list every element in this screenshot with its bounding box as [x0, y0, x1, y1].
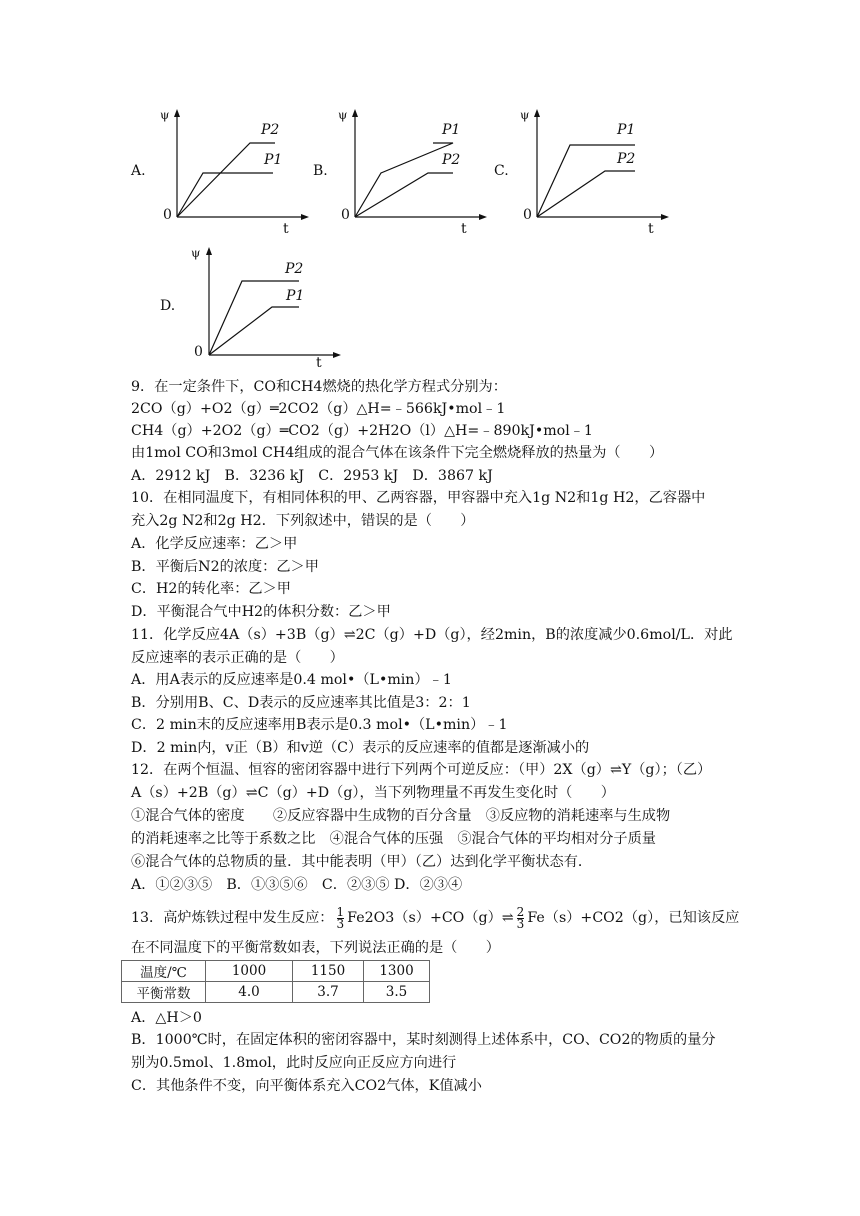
y-axis-arrow — [206, 247, 212, 255]
q13-option-b-1: B．1000℃时，在固定体积的密闭容器中，某时刻测得上述体系中，CO、CO2的物质的量分 — [131, 1032, 716, 1048]
q10-option-d: D．平衡混合气中H2的体积分数：乙＞甲 — [131, 604, 391, 620]
graph-a-y-label: ψ — [160, 108, 170, 122]
q9-equation-1: 2CO（g）+O2（g）═2CO2（g）△H=﹣566kJ•mol﹣1 — [131, 401, 506, 417]
graph-b-y-label: ψ — [338, 108, 348, 122]
q13-option-a: A．△H＞0 — [131, 1010, 202, 1026]
graph-d — [187, 243, 347, 373]
y-axis-arrow — [534, 109, 540, 117]
option-b-label: B. — [313, 163, 328, 179]
q11-stem-1: 11．化学反应4A（s）+3B（g）⇌2C（g）+D（g），经2min，B的浓度减少0.6mol/L．对此 — [131, 627, 733, 643]
q13-option-c: C．其他条件不变，向平衡体系充入CO2气体，K值减小 — [131, 1078, 482, 1094]
q9-stem: 9．在一定条件下，CO和CH4燃烧的热化学方程式分别为： — [131, 379, 507, 395]
equilibrium-constant-table — [121, 960, 430, 1003]
q11-option-c: C．2 min末的反应速率用B表示是0.3 mol•（L•min）﹣1 — [131, 717, 508, 733]
x-axis-arrow — [661, 214, 669, 220]
graph-c-origin: 0 — [523, 207, 532, 223]
graph-b-origin: 0 — [341, 207, 350, 223]
graph-a-bottom-curve-label: P1 — [264, 152, 283, 168]
q13-option-b-2: 别为0.5mol、1.8mol，此时反应向正反应方向进行 — [131, 1055, 457, 1071]
table-cell: 3.7 — [293, 982, 364, 1003]
graph-d-origin: 0 — [194, 344, 203, 360]
q13-stem-pre: 13．高炉炼铁过程中发生反应： — [131, 910, 334, 926]
q13-stem-2: 在不同温度下的平衡常数如表，下列说法正确的是（ ） — [131, 940, 500, 956]
q10-option-a: A．化学反应速率：乙＞甲 — [131, 536, 298, 552]
table-cell: 1300 — [364, 961, 430, 982]
graph-c — [515, 105, 675, 235]
graph-c-bottom-curve-label: P2 — [617, 151, 636, 167]
table-cell: 平衡常数 — [122, 982, 206, 1003]
curve-bottom — [209, 307, 299, 355]
graph-a-x-label: t — [283, 221, 289, 237]
fraction-one-third: $\frac{1}{3}$ — [336, 905, 345, 931]
table-row — [122, 961, 430, 982]
q10-option-c: C．H2的转化率：乙＞甲 — [131, 581, 291, 597]
q12-items-1: ①混合气体的密度 ②反应容器中生成物的百分含量 ③反应物的消耗速率与生成物 — [131, 808, 671, 824]
q11-option-a: A．用A表示的反应速率是0.4 mol•（L•min）﹣1 — [131, 672, 452, 688]
q10-stem-2: 充入2g N2和2g H2．下列叙述中，错误的是（ ） — [131, 513, 475, 529]
table-row — [122, 982, 430, 1003]
q12-items-3: ⑥混合气体的总物质的量．其中能表明（甲）（乙）达到化学平衡状态有． — [131, 854, 593, 870]
graph-b — [333, 105, 493, 235]
curve-top — [355, 143, 453, 217]
table-cell: 1150 — [293, 961, 364, 982]
x-axis-arrow — [479, 214, 487, 220]
curve-bottom — [537, 171, 635, 217]
x-axis-arrow — [301, 214, 309, 220]
graph-d-bottom-curve-label: P1 — [286, 288, 305, 304]
graph-c-y-label: ψ — [520, 108, 530, 122]
table-cell: 4.0 — [206, 982, 293, 1003]
q12-stem-1: 12．在两个恒温、恒容的密闭容器中进行下列两个可逆反应：（甲）2X（g）⇌Y（g）；（乙） — [131, 762, 712, 778]
graph-c-x-label: t — [648, 221, 654, 237]
q12-options: A．①②③⑤ B．①③⑤⑥ C．②③⑤ D．②③④ — [131, 877, 463, 893]
q13-stem-mid: Fe2O3（s）+CO（g）⇌ — [347, 910, 514, 926]
graph-a — [155, 105, 315, 235]
graph-d-x-label: t — [316, 355, 322, 371]
option-d-label: D. — [160, 298, 176, 314]
y-axis-arrow — [352, 109, 358, 117]
table-cell: 3.5 — [364, 982, 430, 1003]
q13-stem-post: Fe（s）+CO2（g），已知该反应 — [527, 910, 740, 926]
graph-b-bottom-curve-label: P2 — [442, 152, 461, 168]
curve-top — [177, 143, 275, 217]
q9-options: A．2912 kJ B．3236 kJ C．2953 kJ D．3867 kJ — [131, 468, 493, 484]
graph-a-origin: 0 — [163, 207, 172, 223]
fraction-two-thirds: $\frac{2}{3}$ — [516, 905, 525, 931]
q10-option-b: B．平衡后N2的浓度：乙＞甲 — [131, 559, 319, 575]
curve-bottom — [355, 173, 453, 217]
q12-stem-2: A（s）+2B（g）⇌C（g）+D（g），当下列物理量不再发生变化时（ ） — [131, 785, 615, 801]
graph-d-y-label: ψ — [191, 246, 201, 260]
option-c-label: C. — [494, 163, 509, 179]
q10-stem-1: 10．在相同温度下，有相同体积的甲、乙两容器，甲容器中充入1g N2和1g H2，乙容器中 — [131, 490, 706, 506]
q12-items-2: 的消耗速率之比等于系数之比 ④混合气体的压强 ⑤混合气体的平均相对分子质量 — [131, 831, 656, 847]
graph-d-top-curve-label: P2 — [285, 261, 304, 277]
graph-a-top-curve-label: P2 — [261, 122, 280, 138]
q9-equation-2: CH4（g）+2O2（g）═CO2（g）+2H2O（l）△H=﹣890kJ•mol﹣1 — [131, 423, 593, 439]
graph-b-x-label: t — [461, 221, 467, 237]
option-a-label: A. — [131, 163, 146, 179]
x-axis-arrow — [333, 352, 341, 358]
q11-option-d: D．2 min内，v正（B）和v逆（C）表示的反应速率的值都是逐渐减小的 — [131, 740, 590, 756]
q13-stem-1 — [131, 907, 739, 930]
graph-b-top-curve-label: P1 — [442, 122, 461, 138]
y-axis-arrow — [174, 109, 180, 117]
q11-stem-2: 反应速率的表示正确的是（ ） — [131, 650, 344, 666]
q9-question: 由1mol CO和3mol CH4组成的混合气体在该条件下完全燃烧释放的热量为（ ） — [131, 445, 664, 461]
q11-option-b: B．分别用B、C、D表示的反应速率其比值是3：2：1 — [131, 695, 471, 711]
graph-c-top-curve-label: P1 — [617, 122, 636, 138]
table-cell: 1000 — [206, 961, 293, 982]
table-cell: 温度/℃ — [122, 961, 206, 982]
curve-bottom — [177, 173, 273, 217]
